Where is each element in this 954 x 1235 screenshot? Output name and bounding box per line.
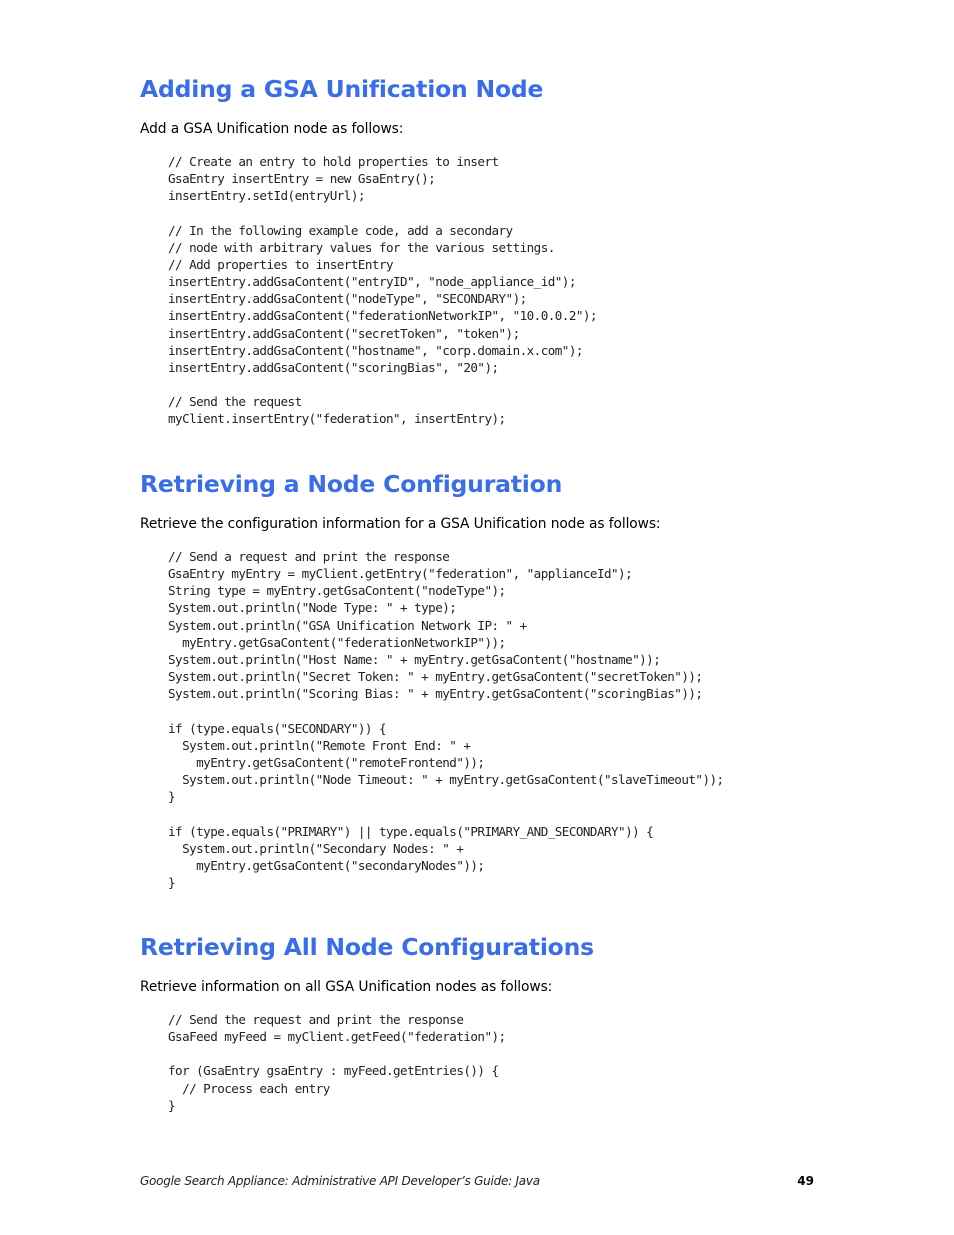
section-intro: Add a GSA Unification node as follows:: [140, 121, 404, 137]
section-retrieving-all-node-configurations: [140, 932, 820, 1113]
section-adding-node: [140, 74, 820, 427]
code-block: // Send the request and print the response GsaFeed myFeed = myClient.getFeed("federation"); for (GsaEntry gsaEntry : myFeed.getEntries()) { // Process each entry }: [168, 1012, 506, 1113]
section-retrieving-node-configuration: [140, 469, 820, 890]
footer-document-title: Google Search Appliance: Administrative API Developer’s Guide: Java: [140, 1174, 540, 1188]
section-intro: Retrieve information on all GSA Unification nodes as follows:: [140, 979, 553, 995]
section-heading: Retrieving a Node Configuration: [140, 470, 563, 498]
code-block: // Send a request and print the response GsaEntry myEntry = myClient.getEntry("federation", "applianceId"); String type = myEntry.getGsaContent("nodeType"); System.out.println("Node Type: " + type); System.out.println("GSA Unification Network IP: " + myEntry.getGsaContent("federationNetworkIP")); System.out.println("Host Name: " + myEntry.getGsaContent("hostname")); System.out.println("Secret Token: " + myEntry.getGsaContent("secretToken")); System.out.println("Scoring Bias: " + myEntry.getGsaContent("scoringBias")); if (type.equals("SECONDARY")) { System.out.println("Remote Front End: " + myEntry.getGsaContent("remoteFrontend")); System.out.println("Node Timeout: " + myEntry.getGsaContent("slaveTimeout")); } if (type.equals("PRIMARY") || type.equals("PRIMARY_AND_SECONDARY")) { System.out.println("Secondary Nodes: " + myEntry.getGsaContent("secondaryNodes")); }: [168, 549, 724, 890]
footer-page-number: 49: [797, 1174, 814, 1188]
section-intro: Retrieve the configuration information for a GSA Unification node as follows:: [140, 516, 661, 532]
code-block: // Create an entry to hold properties to insert GsaEntry insertEntry = new GsaEntry(); insertEntry.setId(entryUrl); // In the following example code, add a secondary // node with arbitrary values for the various settings. // Add properties to insertEntry insertEntry.addGsaContent("entryID", "node_appliance_id"); insertEntry.addGsaContent("nodeType", "SECONDARY"); insertEntry.addGsaContent("federationNetworkIP", "10.0.0.2"); insertEntry.addGsaContent("secretToken", "token"); insertEntry.addGsaContent("hostname", "corp.domain.x.com"); insertEntry.addGsaContent("scoringBias", "20"); // Send the request myClient.insertEntry("federation", insertEntry);: [168, 154, 597, 427]
section-heading: Retrieving All Node Configurations: [140, 933, 594, 961]
section-heading: Adding a GSA Unification Node: [140, 75, 544, 103]
